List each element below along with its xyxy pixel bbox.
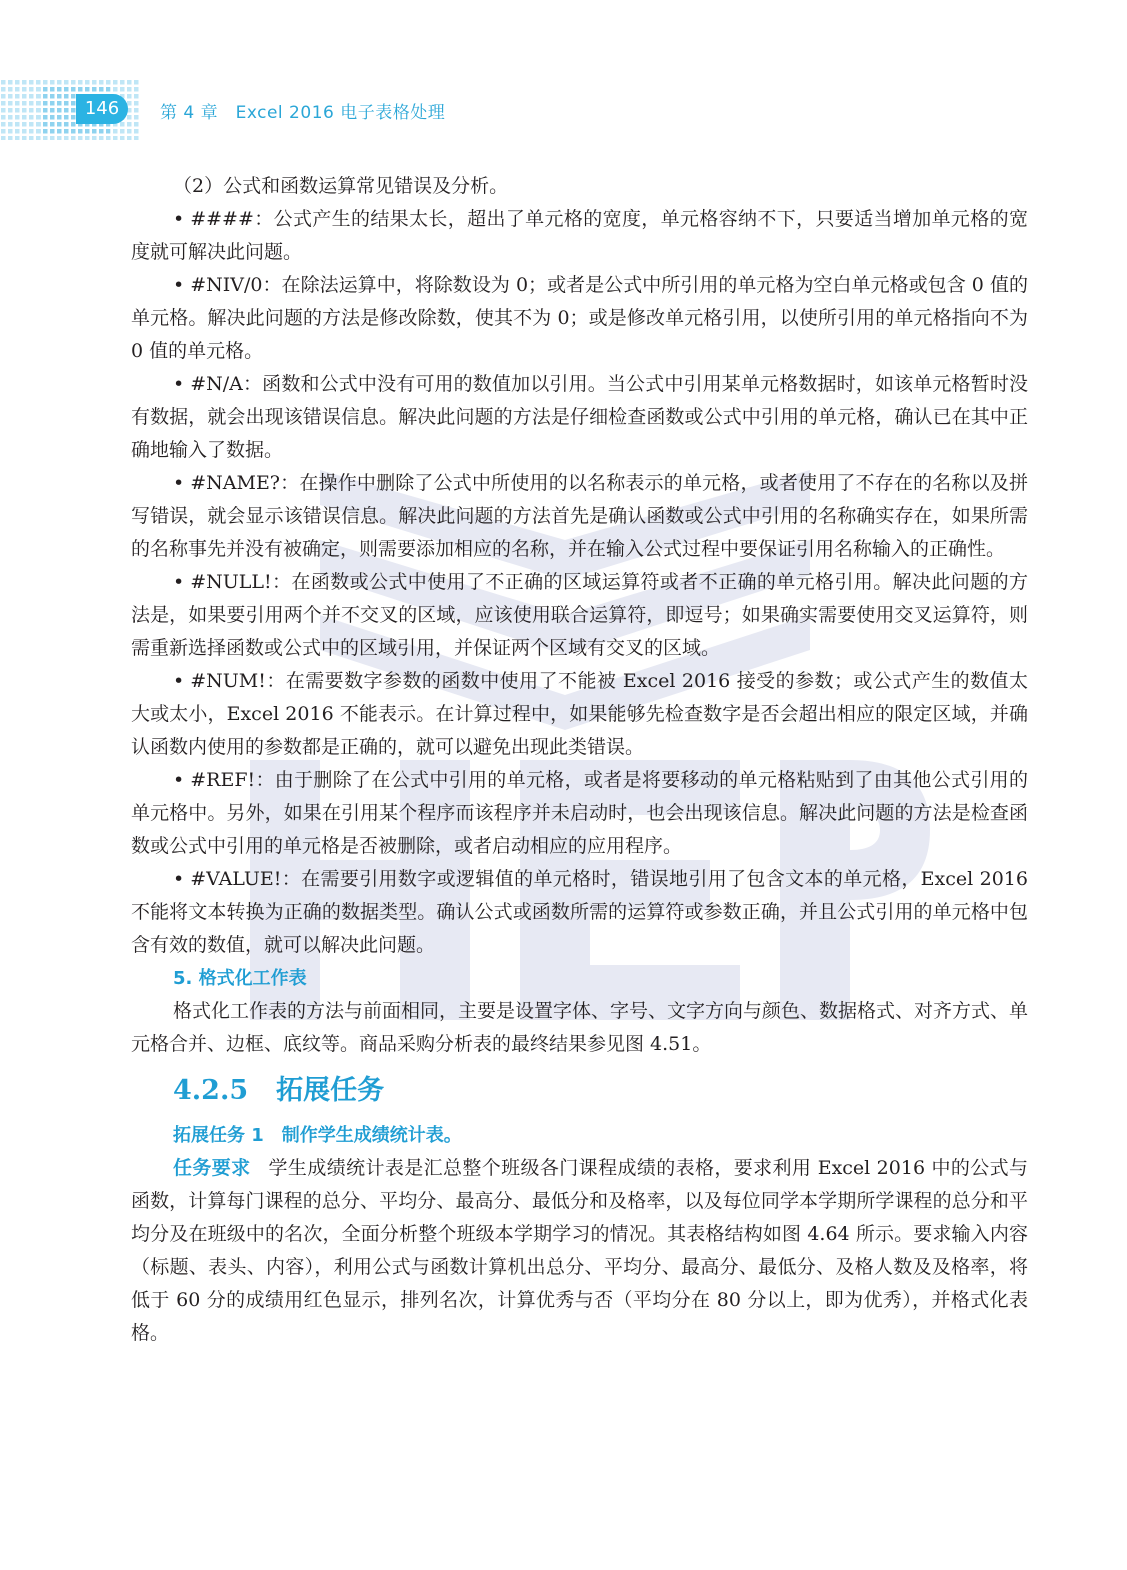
error-item-text: ####：公式产生的结果太长，超出了单元格的宽度，单元格容纳不下，只要适当增加单元格的宽度就可解决此问题。	[131, 208, 1028, 263]
error-item	[131, 566, 1028, 665]
page-number: 146	[76, 94, 128, 124]
bullet-icon: •	[173, 670, 185, 692]
section-title: 拓展任务	[276, 1075, 385, 1106]
section-number: 4.2.5	[173, 1075, 249, 1106]
bullet-icon: •	[173, 373, 185, 395]
bullet-icon: •	[173, 208, 185, 230]
error-item	[131, 269, 1028, 368]
chapter-title: 第 4 章 Excel 2016 电子表格处理	[160, 103, 446, 123]
bullet-icon: •	[173, 769, 185, 791]
bullet-icon: •	[173, 571, 185, 593]
task-paragraph	[131, 1152, 1028, 1350]
section-heading	[131, 1069, 1028, 1113]
error-item-text: #N/A：函数和公式中没有可用的数值加以引用。当公式中引用某单元格数据时，如该单元格暂时没有数据，就会出现该错误信息。解决此问题的方法是仔细检查函数或公式中引用的单元格，确认已在其中正确地输入了数据。	[131, 373, 1028, 461]
error-item-text: #NUM!：在需要数字参数的函数中使用了不能被 Excel 2016 接受的参数；或公式产生的数值太大或太小，Excel 2016 不能表示。在计算过程中，如果能够先检查数字是否会超出相应的限定区域，并确认函数内使用的参数都是正确的，就可以避免出现此类错误。	[131, 670, 1028, 758]
bullet-icon: •	[173, 274, 185, 296]
error-intro: （2）公式和函数运算常见错误及分析。	[173, 175, 509, 197]
page-body	[131, 170, 1028, 1350]
bullet-icon: •	[173, 472, 185, 494]
error-item	[131, 863, 1028, 962]
task-heading: 拓展任务 1 制作学生成绩统计表。	[173, 1125, 462, 1146]
error-item-text: #NULL!：在函数或公式中使用了不正确的区域运算符或者不正确的单元格引用。解决此问题的方法是，如果要引用两个并不交叉的区域，应该使用联合运算符，即逗号；如果确实需要使用交叉运算符，则需重新选择函数或公式中的区域引用，并保证两个区域有交叉的区域。	[131, 571, 1028, 659]
error-item-text: #VALUE!：在需要引用数字或逻辑值的单元格时，错误地引用了包含文本的单元格，Excel 2016 不能将文本转换为正确的数据类型。确认公式或函数所需的运算符或参数正确，并且公式引用的单元格中包含有效的数值，就可以解决此问题。	[131, 868, 1028, 956]
page-header	[0, 72, 1127, 152]
error-item	[131, 764, 1028, 863]
task-text: 学生成绩统计表是汇总整个班级各门课程成绩的表格，要求利用 Excel 2016 中的公式与函数，计算每门课程的总分、平均分、最高分、最低分和及格率，以及每位同学本学期所学课程的总分和平均分及在班级中的名次，全面分析整个班级本学期学习的情况。其表格结构如图 4.64 所示。要求输入内容（标题、表头、内容），利用公式与函数计算机出总分、平均分、最高分、最低分、及格人数及及格率，将低于 60 分的成绩用红色显示，排列名次，计算优秀与否（平均分在 80 分以上，即为优秀），并格式化表格。	[131, 1157, 1028, 1344]
error-item	[131, 203, 1028, 269]
format-paragraph: 格式化工作表的方法与前面相同，主要是设置字体、字号、文字方向与颜色、数据格式、对齐方式、单元格合并、边框、底纹等。商品采购分析表的最终结果参见图 4.51。	[131, 1000, 1029, 1055]
error-item-text: #REF!：由于删除了在公式中引用的单元格，或者是将要移动的单元格粘贴到了由其他公式引用的单元格中。另外，如果在引用某个程序而该程序并未启动时，也会出现该信息。解决此问题的方法是检查函数或公式中引用的单元格是否被删除，或者启动相应的应用程序。	[131, 769, 1028, 857]
error-item	[131, 467, 1028, 566]
error-item	[131, 665, 1028, 764]
error-item	[131, 368, 1028, 467]
error-item-text: #NAME?：在操作中删除了公式中所使用的以名称表示的单元格，或者使用了不存在的名称以及拼写错误，就会显示该错误信息。解决此问题的方法首先是确认函数或公式中引用的名称确实存在，如果所需的名称事先并没有被确定，则需要添加相应的名称，并在输入公式过程中要保证引用名称输入的正确性。	[131, 472, 1028, 560]
error-item-text: #NIV/0：在除法运算中，将除数设为 0；或者是公式中所引用的单元格为空白单元格或包含 0 值的单元格。解决此问题的方法是修改除数，使其不为 0；或是修改单元格引用，以使所引用的单元格指向不为 0 值的单元格。	[131, 274, 1028, 362]
task-lead: 任务要求	[173, 1157, 251, 1179]
format-heading: 5. 格式化工作表	[173, 968, 307, 989]
bullet-icon: •	[173, 868, 185, 890]
